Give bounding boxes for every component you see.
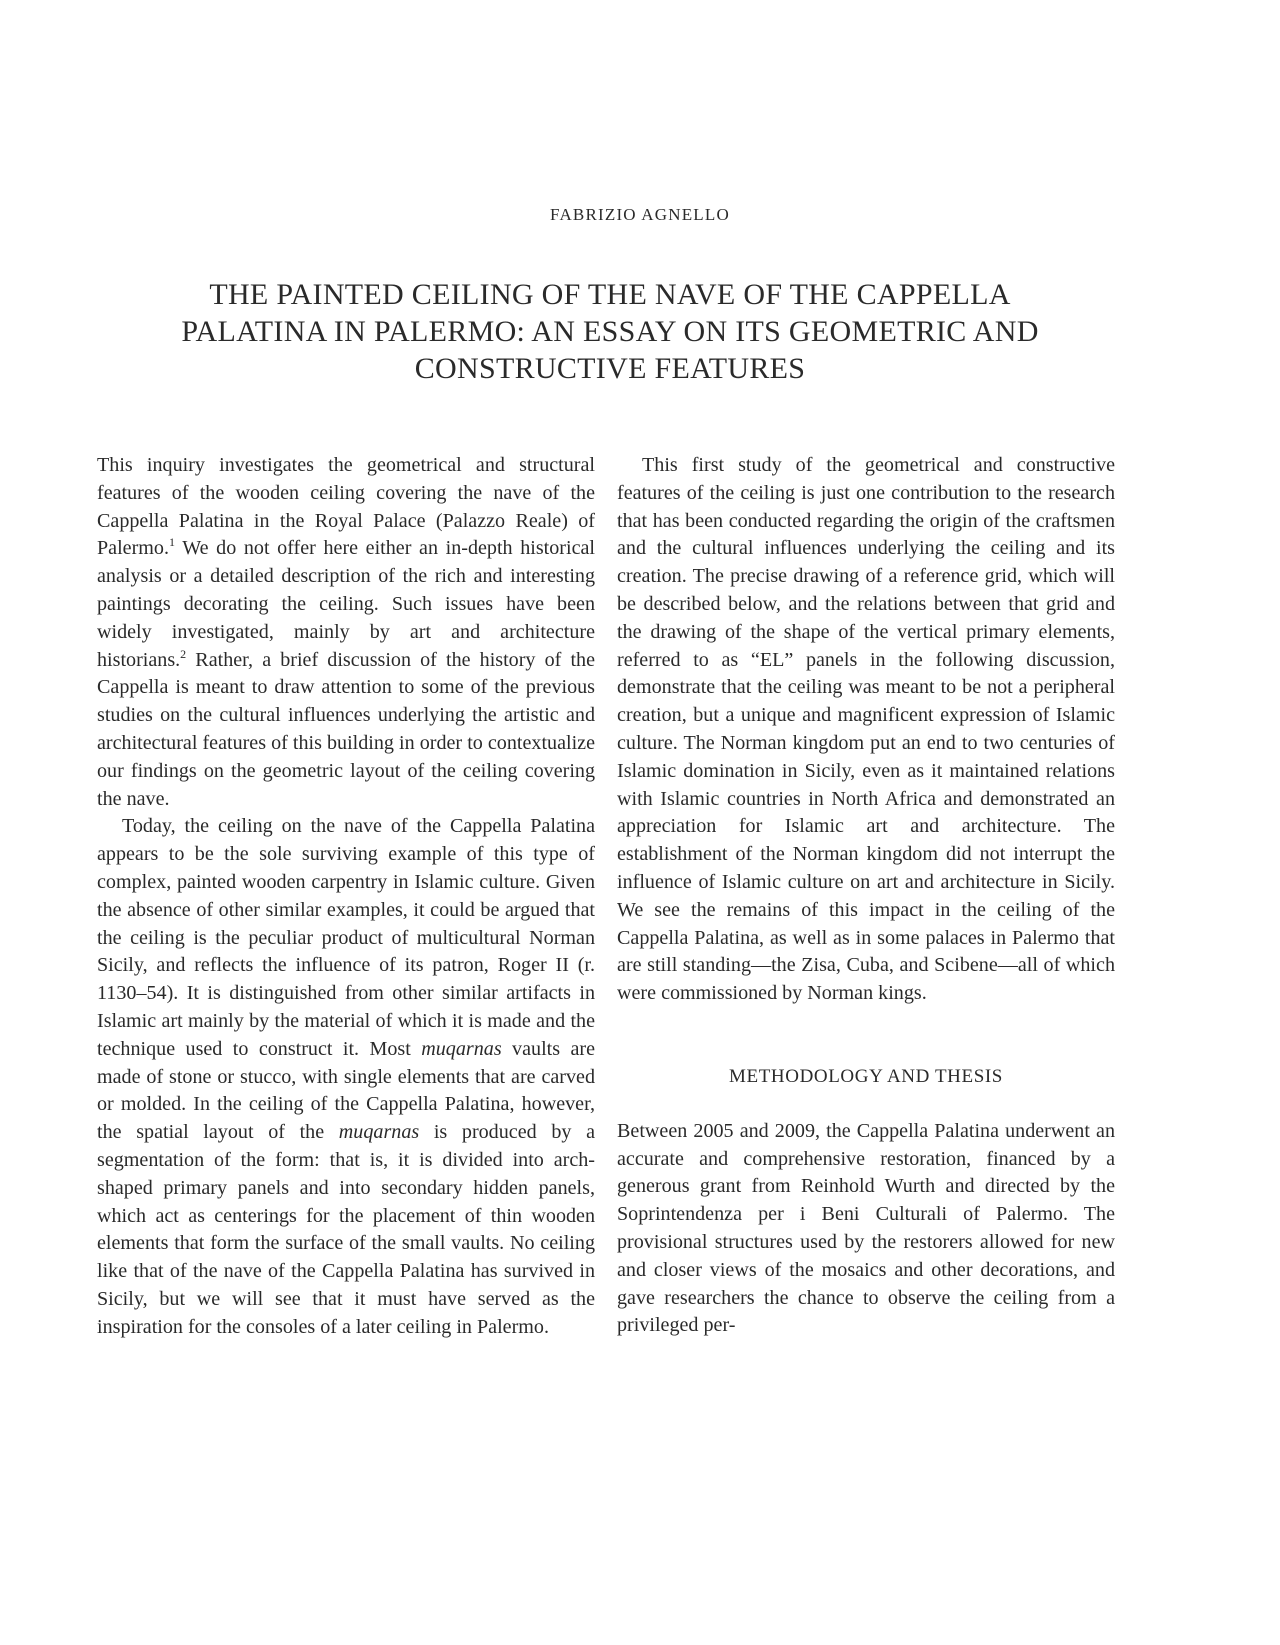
- author-name: FABRIZIO AGNELLO: [550, 205, 730, 224]
- italic-term: muqarnas: [338, 1121, 420, 1144]
- italic-term: muqarnas: [421, 1037, 502, 1060]
- body-paragraph: Today, the ceiling on the nave of the Cappella Palatina appears to be the sole surviving example of this type of complex, painted wooden carpentry in Islamic culture. Given the absence of other similar examples, it could be argued that the ceiling is the peculiar product of multicultural Norman Sicily, and reflects the influence of its patron, Roger II (r. 1130–54). It is distinguished from other similar artifacts in Islamic art mainly by the material of which it is made and the technique used to construct it. Most muqarnas vaults are made of stone or stucco, with single elements that are carved or molded. In the ceiling of the Cappella Palatina, however, the spatial layout of the muqarnas is produced by a segmentation of the form: that is, it is divided into arch-shaped primary panels and into secondary hidden panels, which act as centerings for the placement of thin wooden elements that form the surface of the small vaults. No ceiling like that of the nave of the Cappella Palatina has survived in Sicily, but we will see that it must have served as the inspiration for the consoles of a later ceiling in Palermo.: [97, 815, 596, 1338]
- section-heading: METHODOLOGY AND THESIS: [729, 1065, 1003, 1087]
- body-paragraph: Between 2005 and 2009, the Cappella Palatina underwent an accurate and comprehensive restoration, financed by a generous grant from Reinhold Wurth and directed by the Soprintendenza per i Beni Culturali of Palermo. The provisional structures used by the restorers allowed for new and closer views of the mosaics and other decorations, and gave researchers the chance to observe the ceiling from a privileged per-: [617, 1119, 1115, 1337]
- footnote-ref[interactable]: 2: [180, 646, 187, 661]
- body-paragraph: This first study of the geometrical and constructive features of the ceiling is just one contribution to the research that has been conducted regarding the origin of the craftsmen and the cultural influences underlying the ceiling and its creation. The precise drawing of a reference grid, which will be described below, and the relations between that grid and the drawing of the shape of the vertical primary elements, referred to as “EL” panels in the following discussion, demonstrate that the ceiling was meant to be not a peripheral creation, but a unique and magnificent expression of Islamic culture. The Norman kingdom put an end to two centuries of Islamic domination in Sicily, even as it maintained relations with Islamic countries in North Africa and demonstrated an appreciation for Islamic art and architecture. The establishment of the Norman kingdom did not interrupt the influence of Islamic culture on art and architecture in Sicily. We see the remains of this impact in the ceiling of the Cappella Palatina, as well as in some palaces in Palermo that are still standing—the Zisa, Cuba, and Scibene—all of which were commissioned by Norman kings.: [617, 454, 1115, 1005]
- title-line: PALATINA IN PALERMO: AN ESSAY ON ITS GEOMETRIC AND: [181, 315, 1039, 348]
- right-column: [617, 452, 1115, 1340]
- left-column: [97, 452, 595, 1342]
- footnote-ref[interactable]: 1: [169, 535, 175, 550]
- body-paragraph: This inquiry investigates the geometrical and structural features of the wooden ceiling covering the nave of the Cappella Palatina in the Royal Palace (Palazzo Reale) of Palermo.$^1$ We do not offer here either an in-depth historical analysis or a detailed description of the rich and interesting paintings decorating the ceiling. Such issues have been widely investigated, mainly by art and architecture historians.$^2$ Rather, a brief discussion of the history of the Cappella is meant to draw attention to some of the previous studies on the cultural influences underlying the artistic and architectural features of this building in order to contextualize our findings on the geometric layout of the ceiling covering the nave.: [97, 454, 595, 810]
- title-line: THE PAINTED CEILING OF THE NAVE OF THE CAPPELLA: [209, 278, 1011, 311]
- title-line: CONSTRUCTIVE FEATURES: [414, 352, 806, 385]
- article-title: [110, 276, 1110, 387]
